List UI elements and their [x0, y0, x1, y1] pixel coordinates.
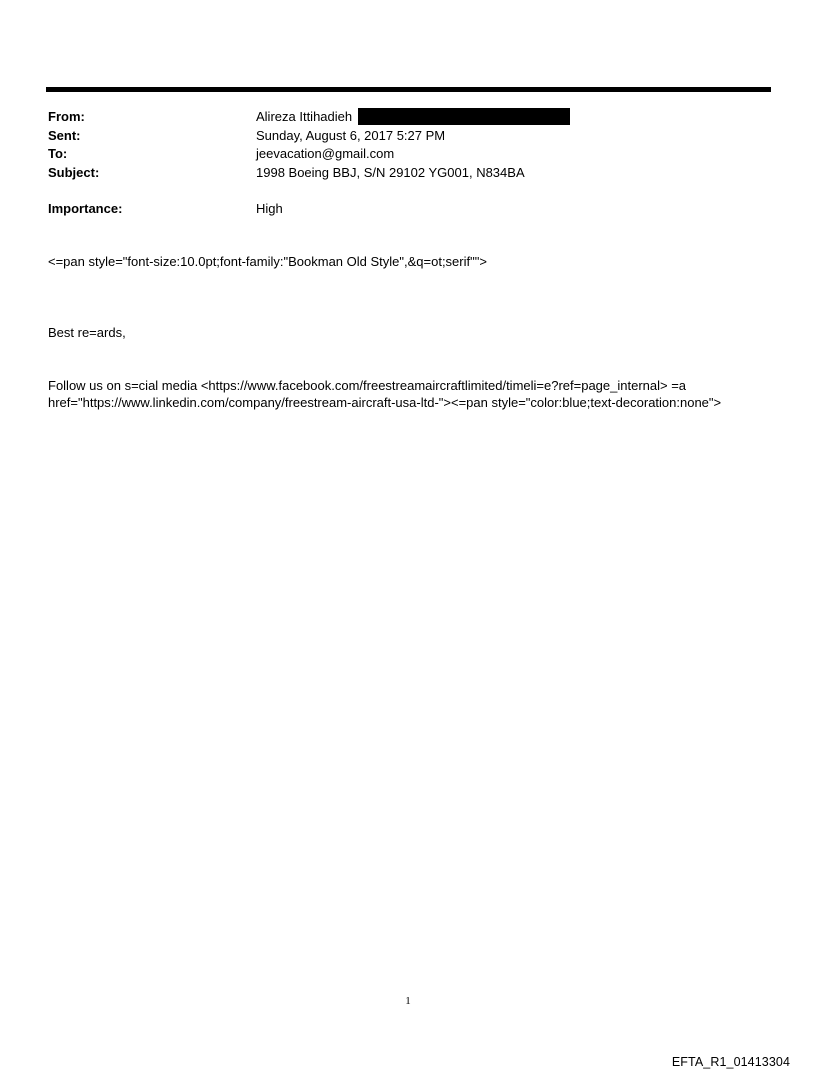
sender-name: Alireza Ittihadieh — [256, 109, 353, 124]
body-social-links: Follow us on s=cial media <https://www.facebook.com/freestreamaircraftlimited/timeli=e?ref=page_internal> =a href="https://www.linkedin.com/company/freestream-aircraft-usa-ltd-"><=pan style="color:blue;text-decoration:none"> — [48, 378, 722, 410]
subject-label: Subject: — [48, 164, 100, 180]
sent-row — [48, 127, 748, 146]
from-row — [48, 108, 748, 127]
sent-label: Sent: — [48, 127, 81, 143]
subject-row — [48, 164, 748, 183]
from-label: From: — [48, 109, 85, 124]
importance-label: Importance: — [48, 201, 123, 216]
to-label: To: — [48, 146, 68, 161]
document-id: EFTA_R1_01413304 — [671, 1055, 790, 1069]
sent-value: Sunday, August 6, 2017 5:27 PM — [256, 127, 446, 143]
to-value: jeevacation@gmail.com — [256, 146, 395, 161]
importance-row — [48, 200, 748, 219]
header-divider — [46, 87, 771, 92]
body-markup-line: <=pan style="font-size:10.0pt;font-family:"Bookman Old Style",&q=ot;serif""> — [48, 254, 487, 269]
subject-value: 1998 Boeing BBJ, S/N 29102 YG001, N834BA — [256, 164, 525, 180]
body-signoff: Best re=ards, — [48, 325, 126, 340]
redaction-block — [358, 108, 570, 125]
importance-value: High — [256, 201, 283, 216]
to-row — [48, 145, 748, 164]
page-number: 1 — [405, 995, 411, 1007]
header-spacer — [48, 182, 748, 200]
email-header — [48, 108, 748, 219]
from-value — [256, 108, 570, 127]
